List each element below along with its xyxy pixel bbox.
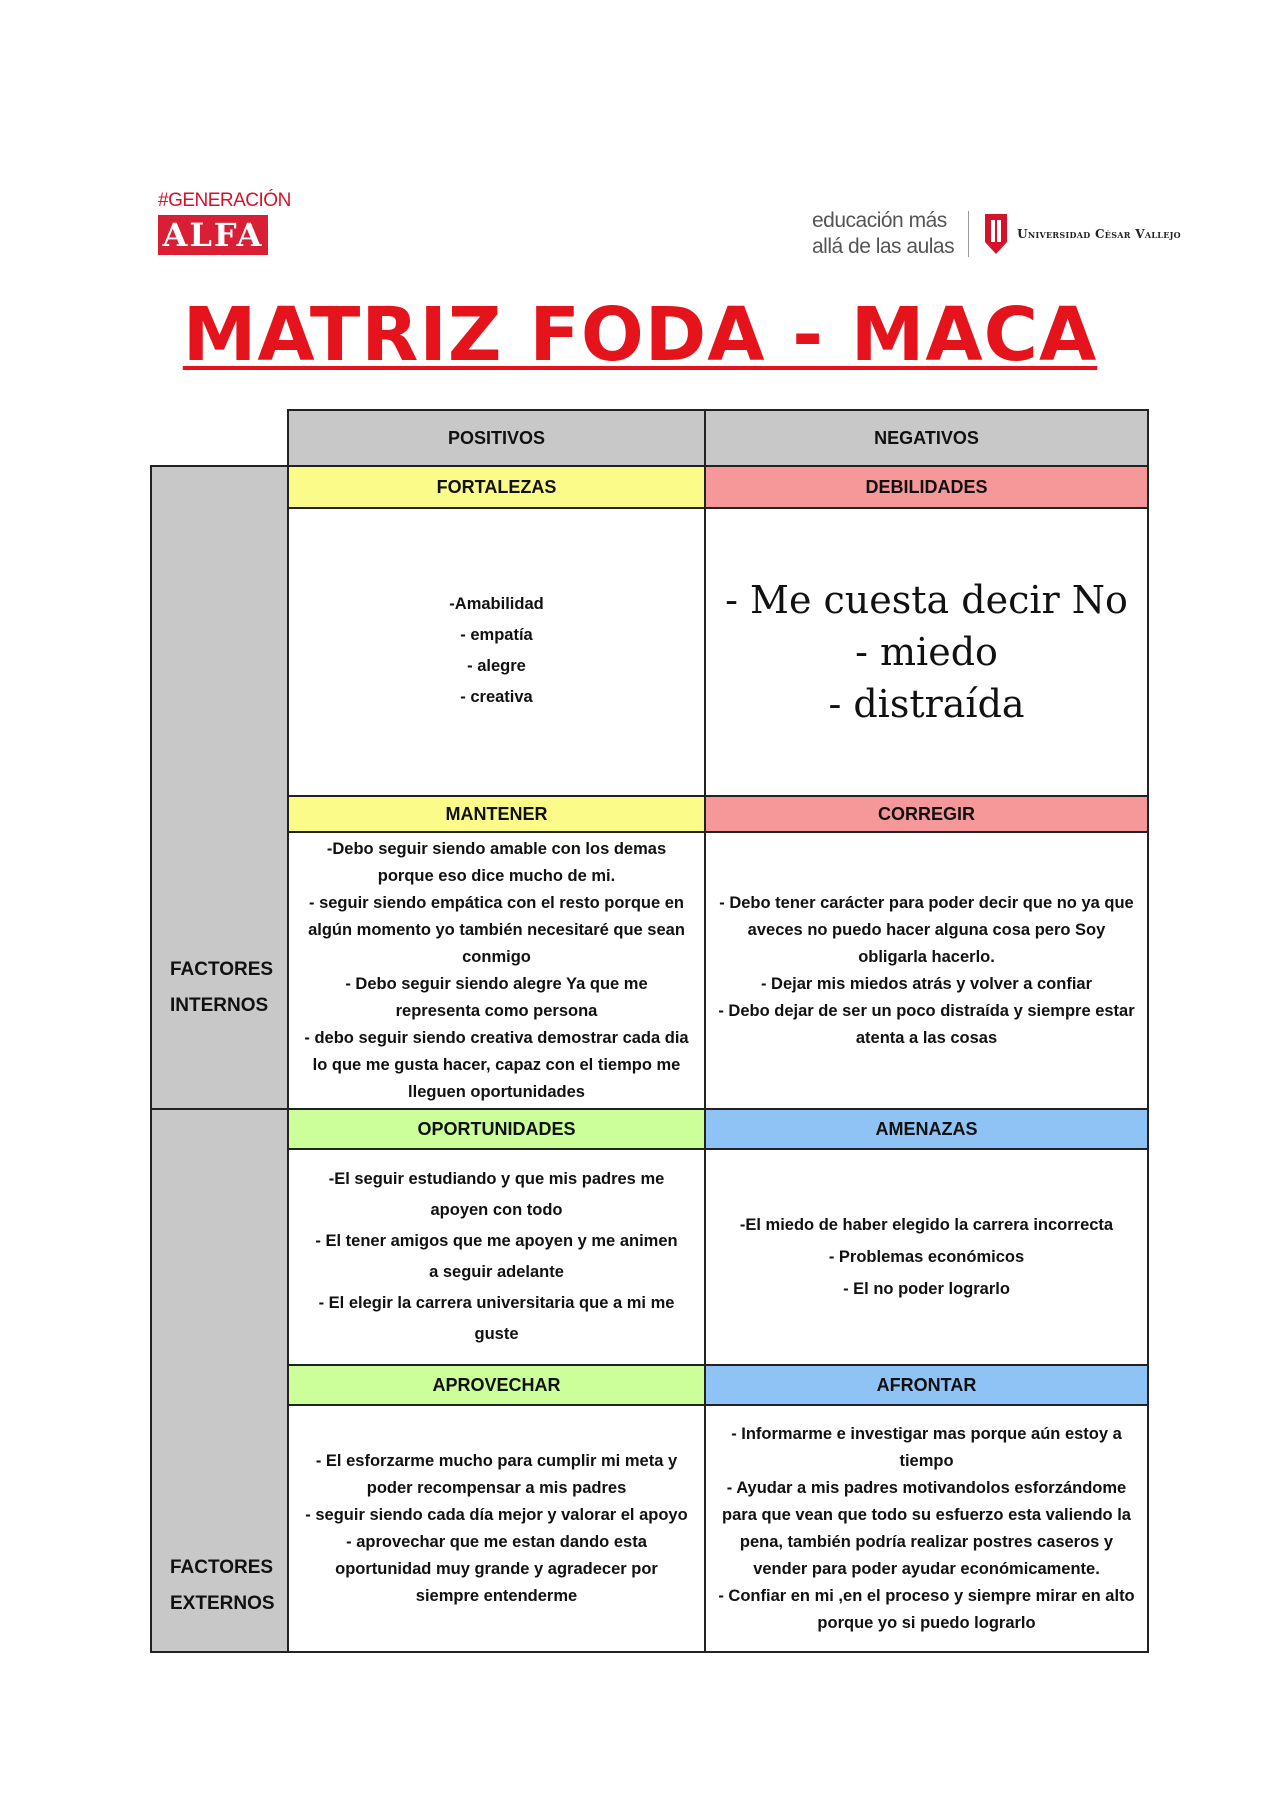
list-item: - debo seguir siendo creativa demostrar cada dia lo que me gusta hacer, capaz con el tiempo me lleguen oportunidades [304, 1028, 689, 1101]
list-item: - aprovechar que me estan dando esta oportunidad muy grande y agradecer por siempre entenderme [335, 1532, 658, 1605]
tagline [812, 208, 954, 260]
fortalezas-header: FORTALEZAS [287, 465, 706, 509]
debilidades-content [704, 507, 1149, 797]
col-header-positivos: POSITIVOS [287, 409, 706, 467]
list-item: - miedo [855, 630, 998, 674]
afrontar-header: AFRONTAR [704, 1364, 1149, 1406]
row-externos-line-2: EXTERNOS [170, 1592, 275, 1614]
afrontar-content [704, 1404, 1149, 1653]
list-item: - creativa [460, 688, 533, 706]
mantener-content [287, 831, 706, 1110]
list-item: - alegre [467, 657, 526, 675]
list-item: - El esforzarme mucho para cumplir mi meta y poder recompensar a mis padres [315, 1451, 678, 1497]
tagline-line-1: educación más [812, 209, 947, 232]
amenazas-header: AMENAZAS [704, 1108, 1149, 1150]
list-item: - Debo tener carácter para poder decir que no ya que aveces no puedo hacer alguna cosa pero Soy obligarla hacerlo. [719, 893, 1134, 966]
list-item: - El no poder lograrlo [843, 1280, 1010, 1298]
list-item: - Problemas económicos [828, 1248, 1025, 1266]
tagline-line-2: allá de las aulas [812, 235, 955, 258]
corregir-content [704, 831, 1149, 1110]
list-item: -Amabilidad [449, 595, 544, 613]
generacion-alfa-logo [158, 190, 291, 255]
university-name: Universidad César Vallejo [1017, 227, 1181, 241]
list-item: - seguir siendo cada día mejor y valorar el apoyo [305, 1505, 688, 1524]
oportunidades-content [287, 1148, 706, 1366]
list-item: - El elegir la carrera universitaria que a mi me guste [318, 1294, 675, 1343]
row-externos-line-1: FACTORES [170, 1556, 274, 1578]
list-item: - empatía [460, 626, 533, 644]
row-internos-line-2: INTERNOS [170, 994, 269, 1016]
page-title: MATRIZ FODA - MACA [182, 292, 1098, 378]
oportunidades-header: OPORTUNIDADES [287, 1108, 706, 1150]
aprovechar-content [287, 1404, 706, 1653]
ucv-logo [812, 206, 1181, 262]
list-item: - Debo seguir siendo alegre Ya que me representa como persona [345, 974, 648, 1020]
row-header-externos [150, 1108, 289, 1653]
list-item: - Debo dejar de ser un poco distraída y siempre estar atenta a las cosas [718, 1001, 1135, 1047]
ucv-shield-icon [983, 212, 1009, 256]
row-header-internos [150, 465, 289, 1110]
list-item: - distraída [828, 682, 1025, 726]
list-item: - Ayudar a mis padres motivandolos esforzándome para que vean que todo su esfuerzo esta valiendo la pena, también podría realizar postres caseros y vender para poder ayudar económicamente. [722, 1478, 1131, 1578]
logo-hashtag: #GENERACIÓN [158, 190, 291, 211]
amenazas-content [704, 1148, 1149, 1366]
list-item: - Dejar mis miedos atrás y volver a confiar [760, 974, 1093, 993]
aprovechar-header: APROVECHAR [287, 1364, 706, 1406]
row-internos-line-1: FACTORES [170, 958, 274, 980]
list-item: - seguir siendo empática con el resto porque en algún momento yo también necesitaré que sean conmigo [308, 893, 685, 966]
list-item: - Informarme e investigar mas porque aún estoy a tiempo [731, 1424, 1122, 1470]
col-header-negativos: NEGATIVOS [704, 409, 1149, 467]
list-item: - Confiar en mi ,en el proceso y siempre mirar en alto porque yo si puedo lograrlo [718, 1586, 1135, 1632]
mantener-header: MANTENER [287, 795, 706, 833]
logo-alfa: ALFA [158, 215, 268, 255]
list-item: -El seguir estudiando y que mis padres me apoyen con todo [328, 1170, 665, 1219]
list-item: -Debo seguir siendo amable con los demas porque eso dice mucho de mi. [326, 839, 667, 885]
list-item: -El miedo de haber elegido la carrera incorrecta [739, 1216, 1114, 1234]
fortalezas-content [287, 507, 706, 797]
list-item: - El tener amigos que me apoyen y me animen a seguir adelante [315, 1232, 678, 1281]
logo-divider [968, 211, 969, 257]
list-item: - Me cuesta decir No [725, 578, 1128, 622]
corregir-header: CORREGIR [704, 795, 1149, 833]
debilidades-header: DEBILIDADES [704, 465, 1149, 509]
